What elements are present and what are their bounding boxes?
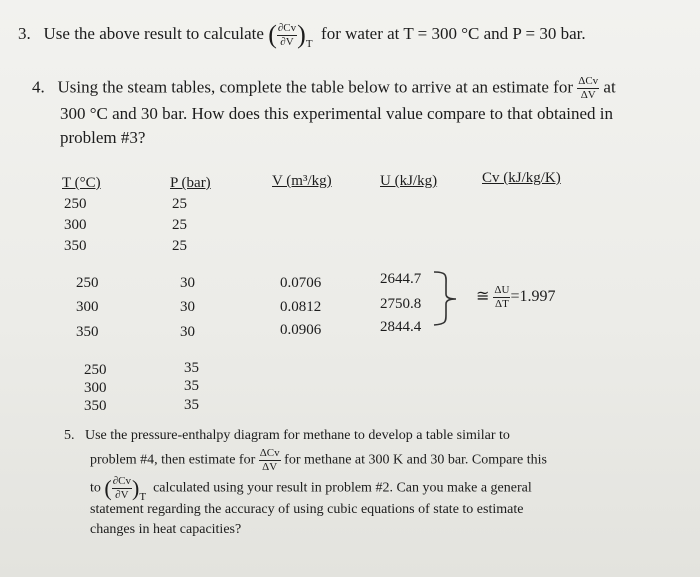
- q4-line-1: [32, 76, 616, 101]
- q4-line-2: 300 °C and 30 bar. How does this experimental value compare to that obtained in: [60, 104, 614, 123]
- b2-row2-p: 30: [180, 299, 195, 315]
- q3-partial-derivative: $\frac{\partial Cv}{\partial V}$: [277, 21, 297, 48]
- q5-text-2a: problem #4, then estimate for: [90, 452, 256, 468]
- header-temperature: T (°C): [62, 175, 101, 191]
- b1-row1-p: 25: [172, 196, 187, 212]
- q5-text-3a: to: [90, 480, 101, 496]
- q4-number: 4.: [32, 77, 45, 97]
- b2-row2-v: 0.0812: [280, 299, 322, 315]
- q3-number: 3.: [18, 23, 31, 43]
- q5-line-1: [64, 428, 510, 444]
- b3-row3-p: 35: [184, 397, 199, 413]
- b1-row2-p: 25: [172, 217, 187, 233]
- b2-row3-v: 0.0906: [280, 322, 322, 338]
- header-heat-capacity: Cv (kJ/kg/K): [482, 170, 561, 186]
- q5-deriv-subscript: T: [139, 490, 147, 503]
- q3-paren-open: (: [268, 20, 277, 49]
- b2-row3-p: 30: [180, 324, 195, 340]
- header-internal-energy: U (kJ/kg): [380, 173, 438, 189]
- b2-row1-t: 250: [76, 275, 99, 291]
- b2-row1-p: 30: [180, 275, 195, 291]
- q5-paren-close: ): [132, 475, 140, 501]
- q5-number: 5.: [64, 428, 75, 443]
- q3-paren-close: ): [297, 20, 306, 49]
- b1-row3-p: 25: [172, 238, 187, 254]
- header-pressure: P (bar): [170, 175, 211, 191]
- q5-line-4: statement regarding the accuracy of using cubic equations of state to estimate: [90, 502, 524, 517]
- b3-row2-t: 300: [84, 380, 107, 396]
- b3-row3-t: 350: [84, 398, 107, 414]
- b2-row2-u: 2750.8: [380, 296, 422, 312]
- q3-deriv-subscript: T: [305, 37, 313, 50]
- q3-text-after: for water at T = 300 °C and P = 30 bar.: [321, 23, 586, 43]
- approx-symbol: ≅: [476, 288, 490, 306]
- q4-line-3: problem #3?: [60, 128, 146, 147]
- estimate-fraction: $\frac{\Delta U}{\Delta T}$: [494, 284, 510, 310]
- b3-row1-p: 35: [184, 360, 199, 376]
- b3-row1-t: 250: [84, 362, 107, 378]
- q5-line-3: [90, 476, 532, 501]
- q5-text-2b: for methane at 300 K and 30 bar. Compare this: [284, 452, 547, 468]
- q5-paren-open: (: [104, 475, 112, 501]
- b2-row3-t: 350: [76, 324, 99, 340]
- b2-row1-v: 0.0706: [280, 275, 322, 291]
- q4-delta-fraction: $\frac{\text{ΔCv}}{\Delta V}$: [578, 75, 599, 101]
- q5-delta-fraction: $\frac{\text{ΔCv}}{\Delta V}$: [259, 447, 280, 473]
- header-volume: V (m³/kg): [272, 173, 332, 189]
- b1-row2-t: 300: [64, 217, 87, 233]
- q3-line: [18, 22, 586, 48]
- estimate-value: =1.997: [510, 288, 556, 306]
- q5-text-3b: calculated using your result in problem #2. Can you make a general: [153, 480, 532, 496]
- cv-estimate: [476, 285, 555, 310]
- q3-text-before: Use the above result to calculate: [43, 23, 264, 43]
- q5-line-2: [90, 448, 547, 473]
- q4-text-1: Using the steam tables, complete the table below to arrive at an estimate for: [57, 77, 573, 97]
- b2-row1-u: 2644.7: [380, 271, 422, 287]
- b1-row3-t: 350: [64, 238, 87, 254]
- q5-partial-derivative: $\frac{\partial Cv}{\partial V}$: [112, 475, 131, 501]
- b1-row1-t: 250: [64, 196, 87, 212]
- b3-row2-p: 35: [184, 378, 199, 394]
- b2-row2-t: 300: [76, 299, 99, 315]
- b2-row3-u: 2844.4: [380, 319, 422, 335]
- q5-line-5: changes in heat capacities?: [90, 522, 242, 537]
- right-brace-icon: [432, 268, 462, 328]
- q5-text-1: Use the pressure-enthalpy diagram for methane to develop a table similar to: [85, 428, 510, 443]
- q4-text-at: at: [603, 77, 616, 97]
